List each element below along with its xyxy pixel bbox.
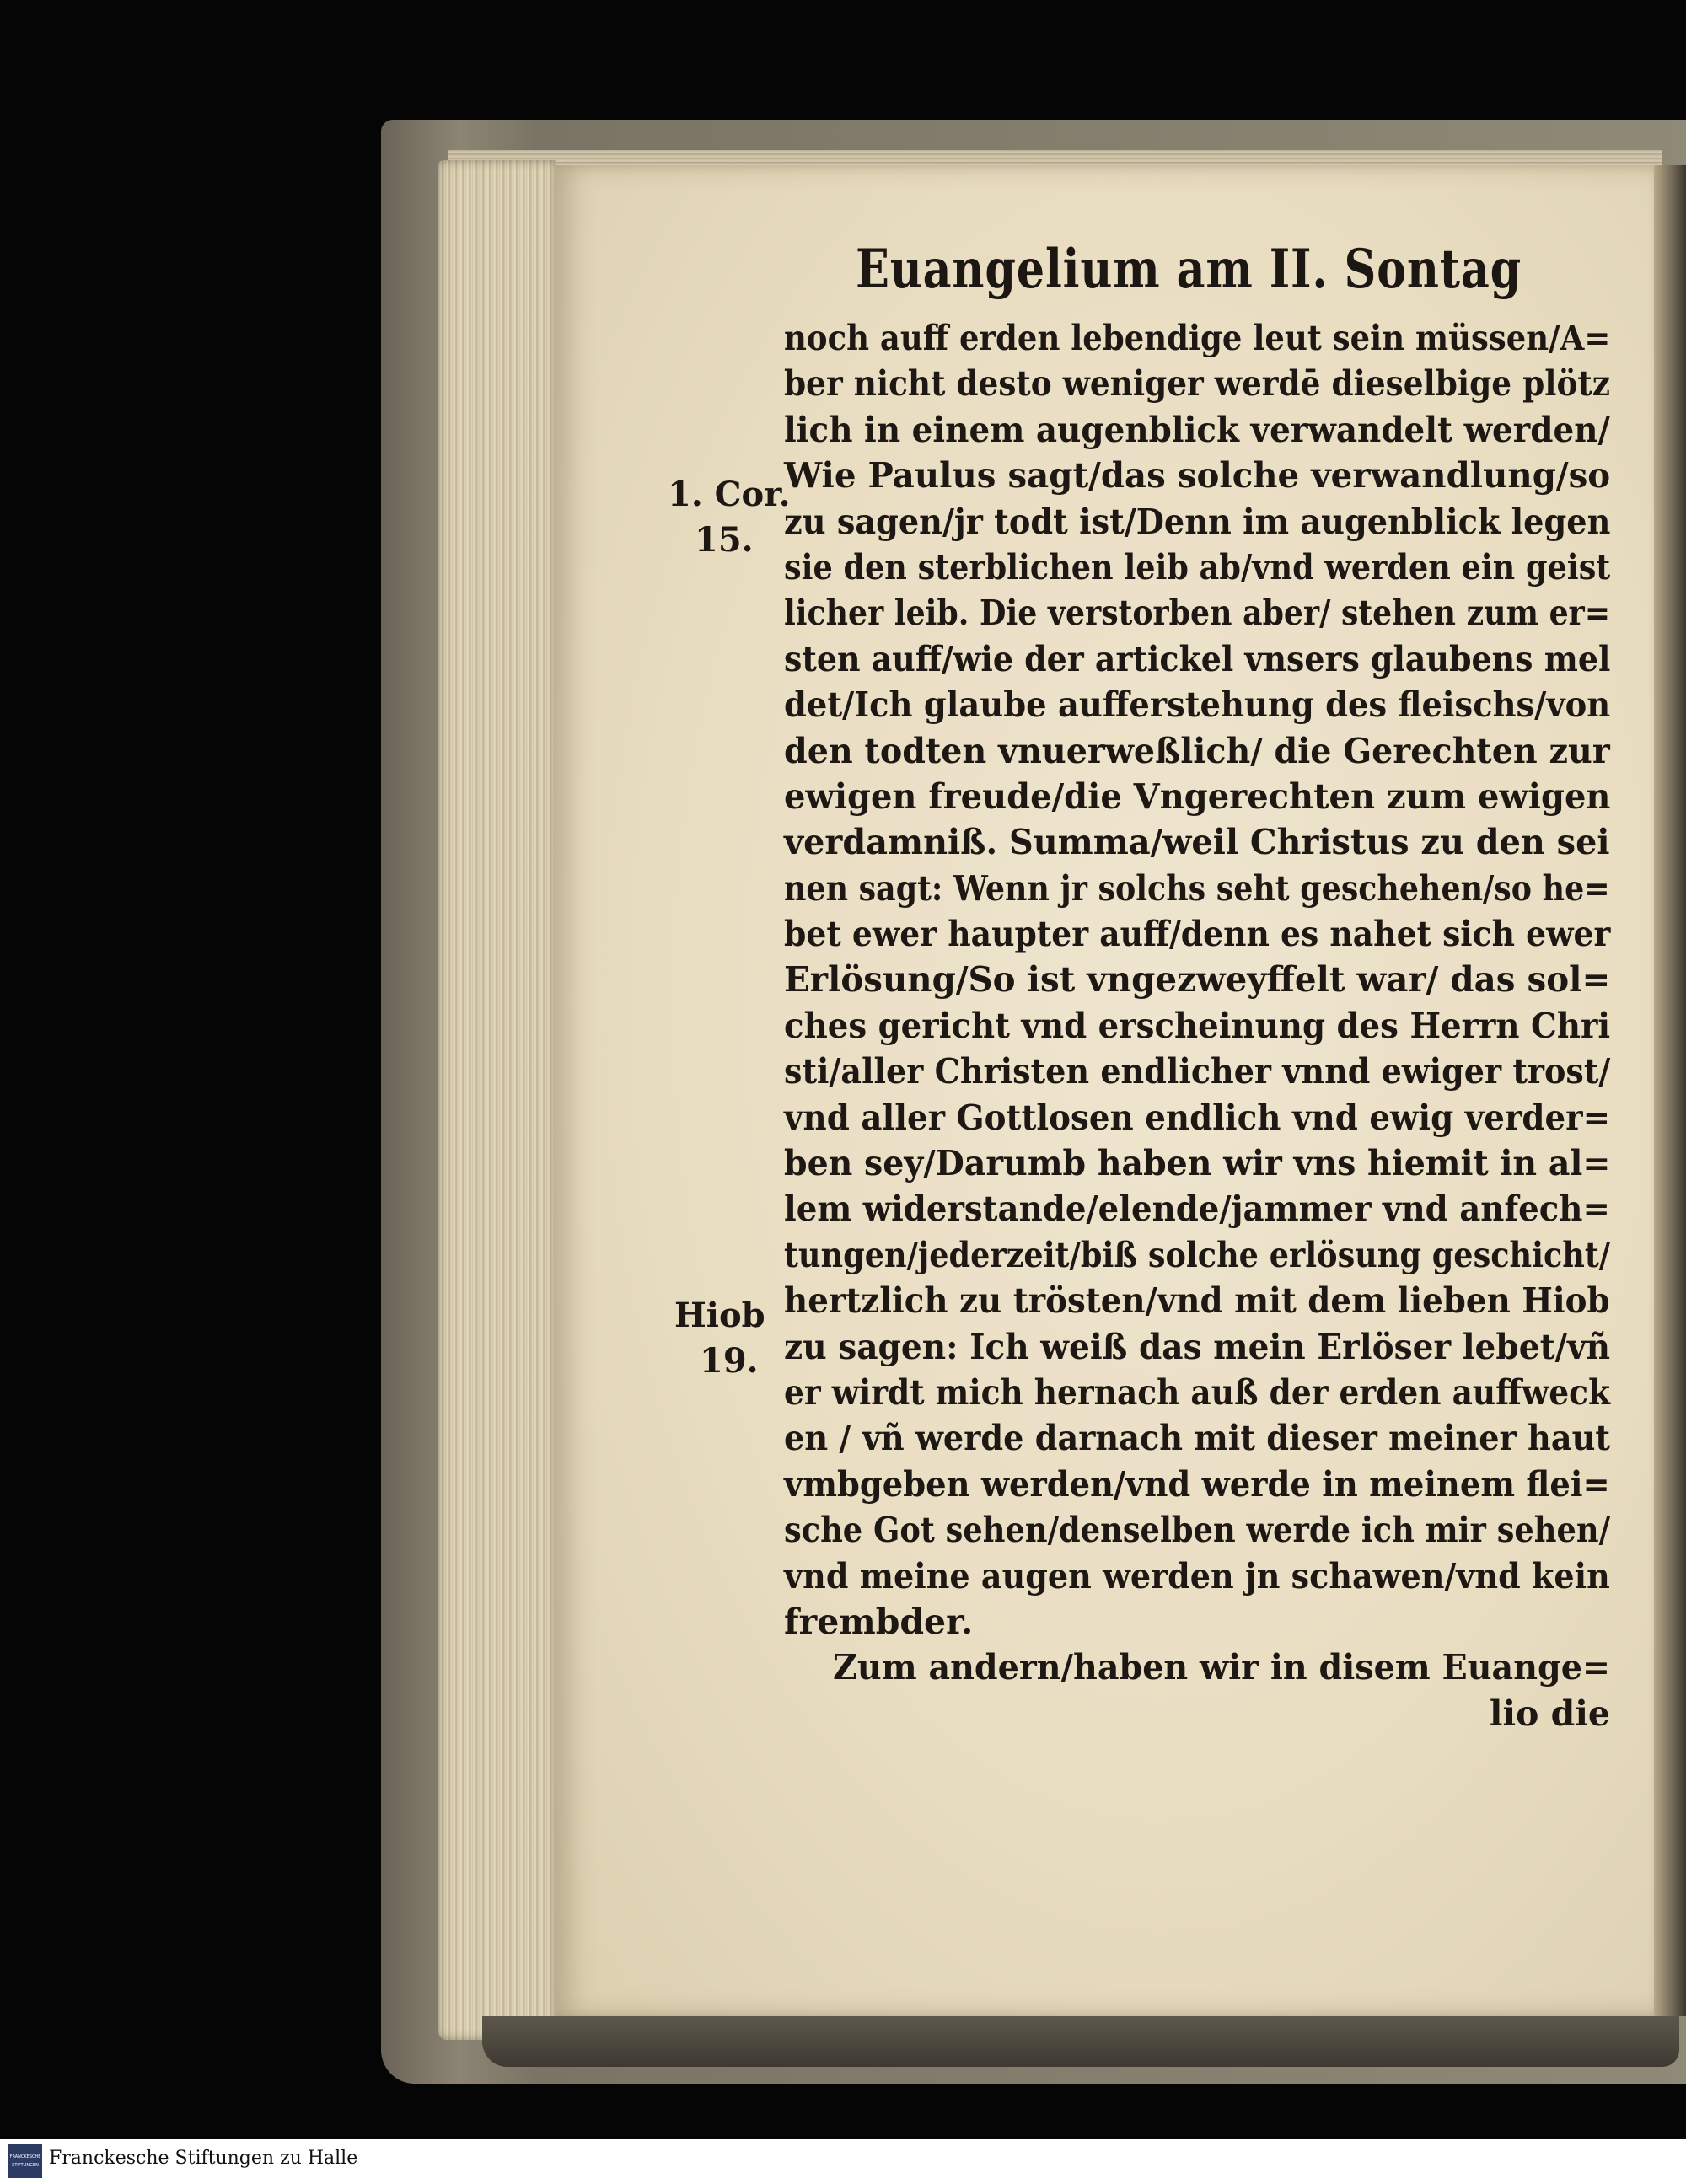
text-line: lem widerstande/elende/jammer vnd anfech= bbox=[784, 1189, 1610, 1230]
text-line: Erlösung/So ist vngezweyffelt war/ das sol= bbox=[784, 959, 1611, 1001]
left-page-edges bbox=[438, 160, 556, 2040]
text-line: vmbgeben werden/vnd werde in meinem flei= bbox=[784, 1463, 1610, 1505]
text-line: hertzlich zu trösten/vnd mit dem lieben Hiob bbox=[784, 1280, 1610, 1322]
text-line: frembder. bbox=[784, 1601, 974, 1642]
logo-text: FRANCKESCHE STIFTUNGEN bbox=[9, 2154, 41, 2168]
book-gutter bbox=[1654, 165, 1686, 2016]
text-line: tungen/jederzeit/biß solche erlösung geschicht/ bbox=[784, 1234, 1611, 1275]
institution-name: Franckesche Stiftungen zu Halle bbox=[49, 2148, 358, 2169]
text-line: zu sagen: Ich weiß das mein Erlöser lebet/vñ bbox=[784, 1326, 1611, 1367]
text-line: licher leib. Die verstorben aber/ stehen zum er= bbox=[784, 593, 1611, 634]
marginal-note-ref: 1. Cor. bbox=[668, 475, 791, 514]
text-line: det/Ich glaube aufferstehung des fleischs/von bbox=[784, 684, 1611, 726]
text-line: nen sagt: Wenn jr solchs seht geschehen/so he= bbox=[784, 867, 1610, 909]
text-line: lich in einem augenblick verwandelt werden/ bbox=[784, 409, 1610, 450]
text-line: sie den sterblichen leib ab/vnd werden ein geist bbox=[784, 546, 1611, 588]
marginal-note-1cor bbox=[668, 472, 791, 563]
text-line: ber nicht desto weniger werdē dieselbige plötz bbox=[784, 363, 1610, 405]
text-line-paragraph-start: Zum andern/haben wir in disem Euange= bbox=[832, 1647, 1611, 1688]
catchword-line: lio die bbox=[1489, 1693, 1610, 1734]
text-line: er wirdt mich hernach auß der erden auffweck bbox=[784, 1371, 1610, 1413]
marginal-note-hiob bbox=[674, 1293, 765, 1384]
institution-logo-icon bbox=[8, 2144, 42, 2178]
text-line: ben sey/Darumb haben wir vns hiemit in al= bbox=[784, 1143, 1611, 1184]
text-line: ewigen freude/die Vngerechten zum ewigen bbox=[784, 775, 1611, 817]
text-line: bet ewer haupter auff/denn es nahet sich ewer bbox=[784, 914, 1611, 955]
text-line: vnd aller Gottlosen endlich vnd ewig verder= bbox=[784, 1097, 1611, 1138]
bottom-cover-edge bbox=[482, 2016, 1679, 2067]
text-line: den todten vnuerweßlich/ die Gerechten zur bbox=[784, 730, 1610, 771]
marginal-note-ref: Hiob bbox=[674, 1296, 765, 1335]
marginal-note-chapter: 15. bbox=[695, 520, 754, 560]
footer-bar bbox=[0, 2139, 1686, 2184]
text-line: vnd meine augen werden jn schawen/vnd kein bbox=[784, 1555, 1610, 1596]
text-line: ches gericht vnd erscheinung des Herrn Chri bbox=[784, 1005, 1611, 1046]
text-line: sche Got sehen/denselben werde ich mir sehen/ bbox=[784, 1510, 1611, 1551]
running-head: Euangelium am II. Sontag bbox=[856, 238, 1522, 301]
text-line: sti/aller Christen endlicher vnnd ewiger trost/ bbox=[784, 1051, 1611, 1092]
text-line: sten auff/wie der artickel vnsers glaubens mel bbox=[784, 638, 1611, 679]
text-line: zu sagen/jr todt ist/Denn im augenblick legen bbox=[784, 501, 1611, 542]
text-line: en / vñ werde darnach mit dieser meiner haut bbox=[784, 1418, 1611, 1459]
body-text bbox=[784, 315, 1610, 1736]
text-line: verdamniß. Summa/weil Christus zu den sei bbox=[784, 822, 1610, 863]
text-line: Wie Paulus sagt/das solche verwandlung/so bbox=[784, 455, 1611, 496]
marginal-note-chapter: 19. bbox=[700, 1341, 759, 1381]
text-line: noch auff erden lebendige leut sein müssen/A= bbox=[784, 318, 1611, 358]
